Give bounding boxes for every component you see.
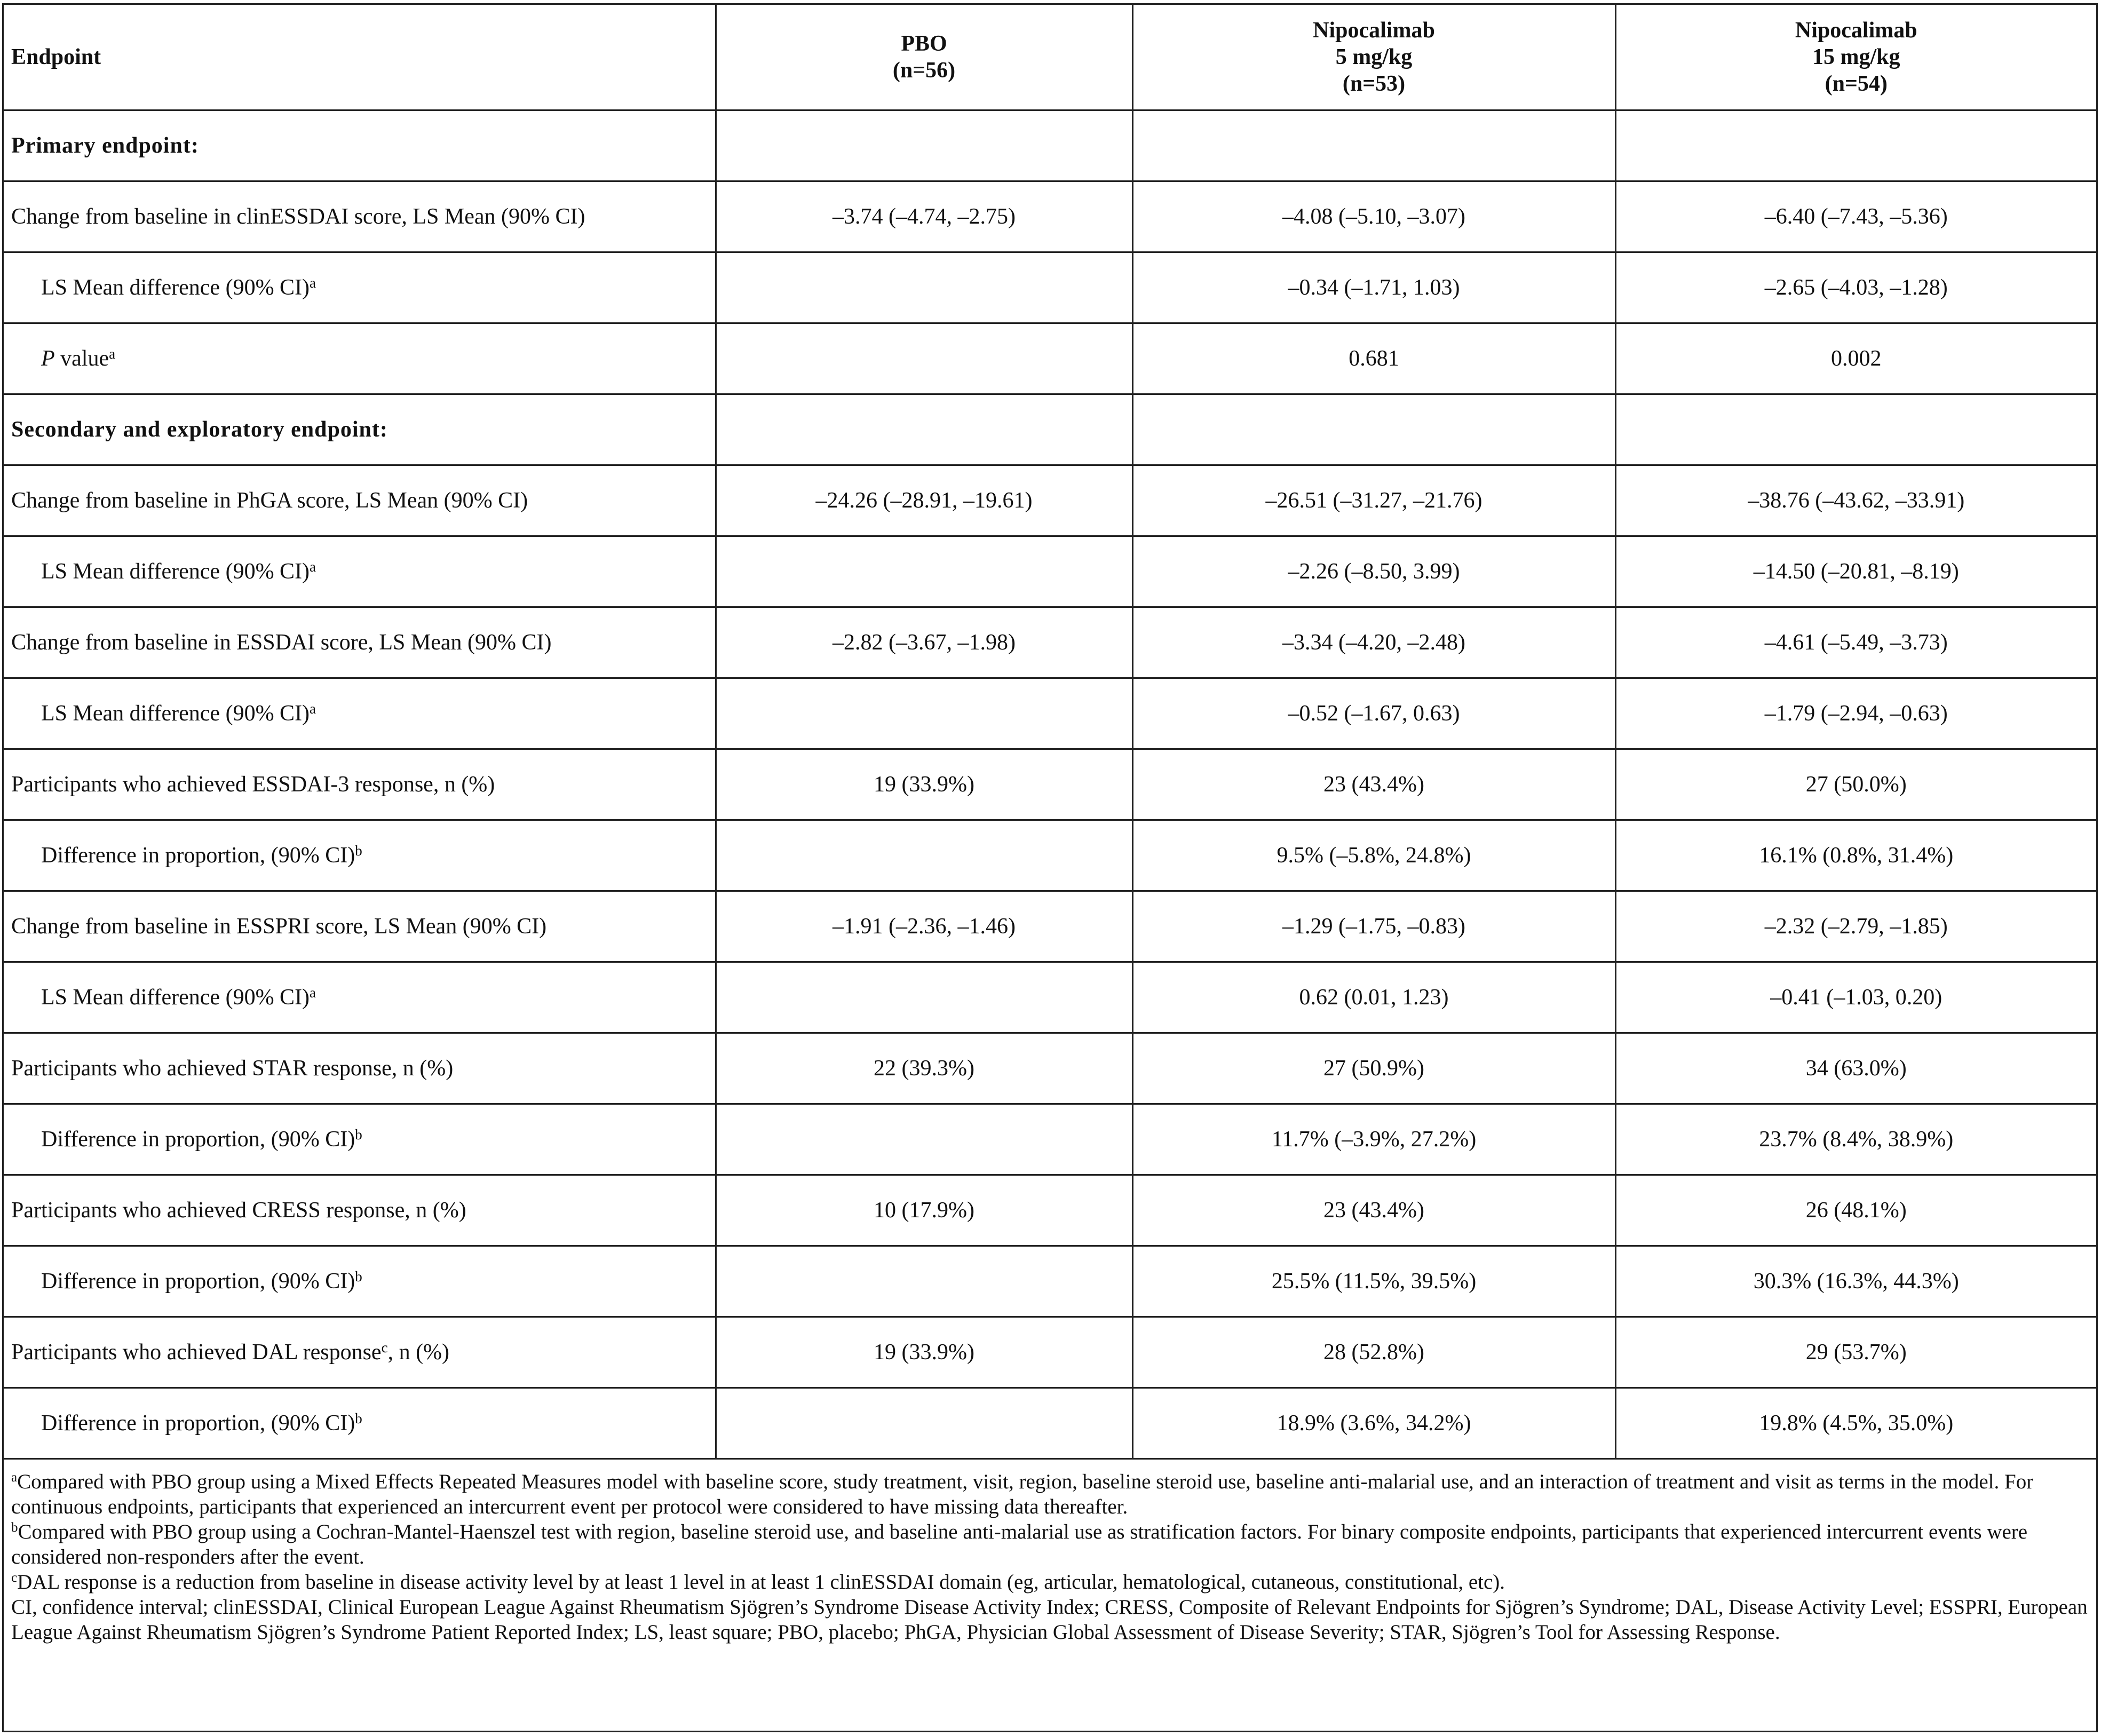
footnote-text: CI, confidence interval; clinESSDAI, Clinical European League Against Rheumatism Sjögren’s Syndrome Disease Activity Index; CRESS, Composite of Relevant Endpoints for Sjögren’s Syndrome; DAL, Disease Activity Level; ESSPRI, European League Against Rheumatism Sjögren’s Syndrome Patient Reported Index; LS, least square; PBO, placebo; PhGA, Physician Global Assessment of Disease Severity; STAR, Sjögren’s Tool for Assessing Response. — [11, 1595, 2088, 1644]
endpoint-label-text: LS Mean difference (90% CI) — [41, 985, 310, 1010]
endpoint-label — [4, 678, 716, 749]
header-nipocalimab-5-n: (n=53) — [1342, 71, 1406, 96]
footnote-marker: c — [381, 1339, 388, 1355]
endpoint-label-text: Participants who achieved DAL response — [11, 1339, 382, 1365]
nipocalimab-5-value: 28 (52.8%) — [1132, 1317, 1615, 1388]
pbo-value: –1.91 (–2.36, –1.46) — [716, 891, 1132, 962]
header-nipocalimab-5-name: Nipocalimab — [1313, 18, 1435, 43]
nipocalimab-15-value: –6.40 (–7.43, –5.36) — [1615, 181, 2096, 252]
endpoint-label — [4, 536, 716, 607]
endpoint-label-text: Secondary and exploratory endpoint: — [11, 417, 388, 442]
footnotes — [4, 1460, 2096, 1645]
nipocalimab-15-value: –2.32 (–2.79, –1.85) — [1615, 891, 2096, 962]
endpoint-label-text: LS Mean difference (90% CI) — [41, 559, 310, 584]
endpoint-label-text: Difference in proportion, (90% CI) — [41, 1410, 355, 1436]
nipocalimab-5-value: –0.34 (–1.71, 1.03) — [1132, 252, 1615, 323]
nipocalimab-5-value: 25.5% (11.5%, 39.5%) — [1132, 1246, 1615, 1317]
pbo-value — [716, 536, 1132, 607]
footnote-text: DAL response is a reduction from baseline in disease activity level by at least 1 level in at least 1 clinESSDAI domain (eg, articular, hematological, cutaneous, constitutional, etc). — [17, 1570, 1505, 1594]
header-nipocalimab-15 — [1615, 5, 2096, 110]
section-row — [4, 394, 2096, 465]
nipocalimab-5-value: –2.26 (–8.50, 3.99) — [1132, 536, 1615, 607]
footnote — [11, 1595, 2088, 1645]
nipocalimab-15-value: –38.76 (–43.62, –33.91) — [1615, 465, 2096, 536]
table-row — [4, 1175, 2096, 1246]
pbo-value — [716, 323, 1132, 394]
header-nipocalimab-15-dose: 15 mg/kg — [1812, 44, 1900, 69]
endpoint-label — [4, 252, 716, 323]
pbo-value — [716, 1388, 1132, 1458]
endpoint-label-text: LS Mean difference (90% CI) — [41, 275, 310, 300]
endpoint-label — [4, 181, 716, 252]
footnote-text: Compared with PBO group using a Mixed Effects Repeated Measures model with baseline score, study treatment, visit, region, baseline steroid use, baseline anti-malarial use, and an interaction of treatment and visit as terms in the model. For continuous endpoints, participants that experienced an intercurrent event per protocol were considered to have missing data thereafter. — [11, 1470, 2034, 1518]
nipocalimab-5-value: –1.29 (–1.75, –0.83) — [1132, 891, 1615, 962]
endpoint-label-suffix: , n (%) — [387, 1339, 450, 1365]
endpoint-label-text: Participants who achieved CRESS response, n (%) — [11, 1198, 466, 1223]
table-row — [4, 536, 2096, 607]
nipocalimab-5-value: –4.08 (–5.10, –3.07) — [1132, 181, 1615, 252]
section-row — [4, 110, 2096, 181]
footnote-text: Compared with PBO group using a Cochran-Mantel-Haenszel test with region, baseline steroid use, and baseline anti-malarial use as stratification factors. For binary composite endpoints, participants that experienced intercurrent events were considered non-responders after the event. — [11, 1520, 2028, 1568]
nipocalimab-15-value — [1615, 110, 2096, 181]
footnote-marker: b — [355, 1410, 362, 1426]
header-pbo-name: PBO — [901, 31, 947, 56]
header-pbo-n: (n=56) — [892, 58, 956, 83]
footnote-marker: a — [310, 558, 316, 575]
table-row — [4, 252, 2096, 323]
header-nipocalimab-5-dose: 5 mg/kg — [1335, 44, 1413, 69]
pbo-value: –24.26 (–28.91, –19.61) — [716, 465, 1132, 536]
nipocalimab-5-value: 0.681 — [1132, 323, 1615, 394]
nipocalimab-15-value: 19.8% (4.5%, 35.0%) — [1615, 1388, 2096, 1458]
nipocalimab-15-value — [1615, 394, 2096, 465]
nipocalimab-15-value: 16.1% (0.8%, 31.4%) — [1615, 820, 2096, 891]
endpoint-label — [4, 1388, 716, 1458]
table-row — [4, 1033, 2096, 1104]
table-body — [4, 110, 2096, 1458]
pbo-value: –3.74 (–4.74, –2.75) — [716, 181, 1132, 252]
endpoint-label-text: Change from baseline in ESSDAI score, LS Mean (90% CI) — [11, 630, 552, 655]
nipocalimab-15-value: –14.50 (–20.81, –8.19) — [1615, 536, 2096, 607]
section-heading — [4, 110, 716, 181]
header-nipocalimab-15-n: (n=54) — [1825, 71, 1888, 96]
endpoint-label — [4, 820, 716, 891]
endpoints-table — [4, 5, 2096, 1460]
footnote-marker: b — [355, 842, 362, 859]
footnote — [11, 1569, 2088, 1595]
pbo-value: 19 (33.9%) — [716, 749, 1132, 820]
pbo-value: 19 (33.9%) — [716, 1317, 1132, 1388]
table-row — [4, 678, 2096, 749]
endpoint-label — [4, 891, 716, 962]
nipocalimab-5-value: 23 (43.4%) — [1132, 1175, 1615, 1246]
footnote-marker: a — [109, 345, 116, 362]
header-pbo — [716, 5, 1132, 110]
nipocalimab-15-value: –2.65 (–4.03, –1.28) — [1615, 252, 2096, 323]
endpoint-label-text: Difference in proportion, (90% CI) — [41, 1127, 355, 1152]
table-row — [4, 1388, 2096, 1458]
footnote-mark: b — [11, 1520, 18, 1535]
pbo-value — [716, 394, 1132, 465]
header-row — [4, 5, 2096, 110]
endpoint-label — [4, 607, 716, 678]
endpoint-label-text: Change from baseline in clinESSDAI score, LS Mean (90% CI) — [11, 204, 585, 229]
footnote-marker: a — [310, 700, 316, 717]
endpoint-label-text: value — [54, 346, 109, 371]
pbo-value: 10 (17.9%) — [716, 1175, 1132, 1246]
footnote-marker: a — [310, 274, 316, 291]
footnote-marker: a — [310, 984, 316, 1001]
nipocalimab-15-value: 29 (53.7%) — [1615, 1317, 2096, 1388]
nipocalimab-15-value: 30.3% (16.3%, 44.3%) — [1615, 1246, 2096, 1317]
pbo-value — [716, 110, 1132, 181]
nipocalimab-5-value — [1132, 110, 1615, 181]
pbo-value — [716, 1104, 1132, 1175]
endpoint-label-text: Change from baseline in ESSPRI score, LS Mean (90% CI) — [11, 914, 547, 939]
nipocalimab-15-value: 26 (48.1%) — [1615, 1175, 2096, 1246]
endpoint-label — [4, 749, 716, 820]
nipocalimab-5-value: 18.9% (3.6%, 34.2%) — [1132, 1388, 1615, 1458]
endpoint-label — [4, 323, 716, 394]
table-row — [4, 465, 2096, 536]
pbo-value — [716, 252, 1132, 323]
footnote-mark: a — [11, 1470, 18, 1485]
nipocalimab-5-value: –0.52 (–1.67, 0.63) — [1132, 678, 1615, 749]
footnote — [11, 1469, 2088, 1519]
header-endpoint: Endpoint — [4, 5, 716, 110]
footnote-marker: b — [355, 1268, 362, 1285]
endpoint-label-text: LS Mean difference (90% CI) — [41, 701, 310, 726]
endpoints-table-document — [2, 3, 2098, 1732]
section-heading — [4, 394, 716, 465]
nipocalimab-15-value: –0.41 (–1.03, 0.20) — [1615, 962, 2096, 1033]
endpoint-label — [4, 1246, 716, 1317]
header-nipocalimab-15-name: Nipocalimab — [1795, 18, 1917, 43]
nipocalimab-15-value: –1.79 (–2.94, –0.63) — [1615, 678, 2096, 749]
pbo-value — [716, 820, 1132, 891]
endpoint-label — [4, 962, 716, 1033]
nipocalimab-15-value: 0.002 — [1615, 323, 2096, 394]
table-row — [4, 820, 2096, 891]
pbo-value — [716, 678, 1132, 749]
nipocalimab-5-value: –3.34 (–4.20, –2.48) — [1132, 607, 1615, 678]
footnote-mark: c — [11, 1570, 18, 1585]
endpoint-label-text: Participants who achieved ESSDAI-3 response, n (%) — [11, 772, 495, 797]
endpoint-label — [4, 1033, 716, 1104]
footnote — [11, 1519, 2088, 1569]
endpoint-label-text: Primary endpoint: — [11, 133, 199, 158]
endpoint-label-text: Difference in proportion, (90% CI) — [41, 843, 355, 868]
endpoint-label — [4, 1175, 716, 1246]
endpoint-label — [4, 1317, 716, 1388]
table-row — [4, 749, 2096, 820]
nipocalimab-5-value: 27 (50.9%) — [1132, 1033, 1615, 1104]
table-row — [4, 1246, 2096, 1317]
endpoint-label-text: Difference in proportion, (90% CI) — [41, 1269, 355, 1294]
nipocalimab-5-value — [1132, 394, 1615, 465]
pbo-value: 22 (39.3%) — [716, 1033, 1132, 1104]
header-nipocalimab-5 — [1132, 5, 1615, 110]
table-row — [4, 1317, 2096, 1388]
pbo-value — [716, 962, 1132, 1033]
p-symbol: P — [41, 346, 55, 371]
nipocalimab-5-value: 23 (43.4%) — [1132, 749, 1615, 820]
pbo-value: –2.82 (–3.67, –1.98) — [716, 607, 1132, 678]
endpoint-label — [4, 465, 716, 536]
table-row — [4, 1104, 2096, 1175]
nipocalimab-15-value: 23.7% (8.4%, 38.9%) — [1615, 1104, 2096, 1175]
nipocalimab-5-value: 0.62 (0.01, 1.23) — [1132, 962, 1615, 1033]
table-row — [4, 607, 2096, 678]
nipocalimab-5-value: 11.7% (–3.9%, 27.2%) — [1132, 1104, 1615, 1175]
endpoint-label-text: Participants who achieved STAR response, n (%) — [11, 1056, 454, 1081]
endpoint-label-text: Change from baseline in PhGA score, LS Mean (90% CI) — [11, 488, 528, 513]
table-row — [4, 891, 2096, 962]
nipocalimab-15-value: 27 (50.0%) — [1615, 749, 2096, 820]
nipocalimab-5-value: 9.5% (–5.8%, 24.8%) — [1132, 820, 1615, 891]
footnote-marker: b — [355, 1126, 362, 1143]
endpoint-label — [4, 1104, 716, 1175]
nipocalimab-15-value: 34 (63.0%) — [1615, 1033, 2096, 1104]
table-row — [4, 962, 2096, 1033]
pbo-value — [716, 1246, 1132, 1317]
nipocalimab-5-value: –26.51 (–31.27, –21.76) — [1132, 465, 1615, 536]
nipocalimab-15-value: –4.61 (–5.49, –3.73) — [1615, 607, 2096, 678]
table-row — [4, 323, 2096, 394]
table-row — [4, 181, 2096, 252]
